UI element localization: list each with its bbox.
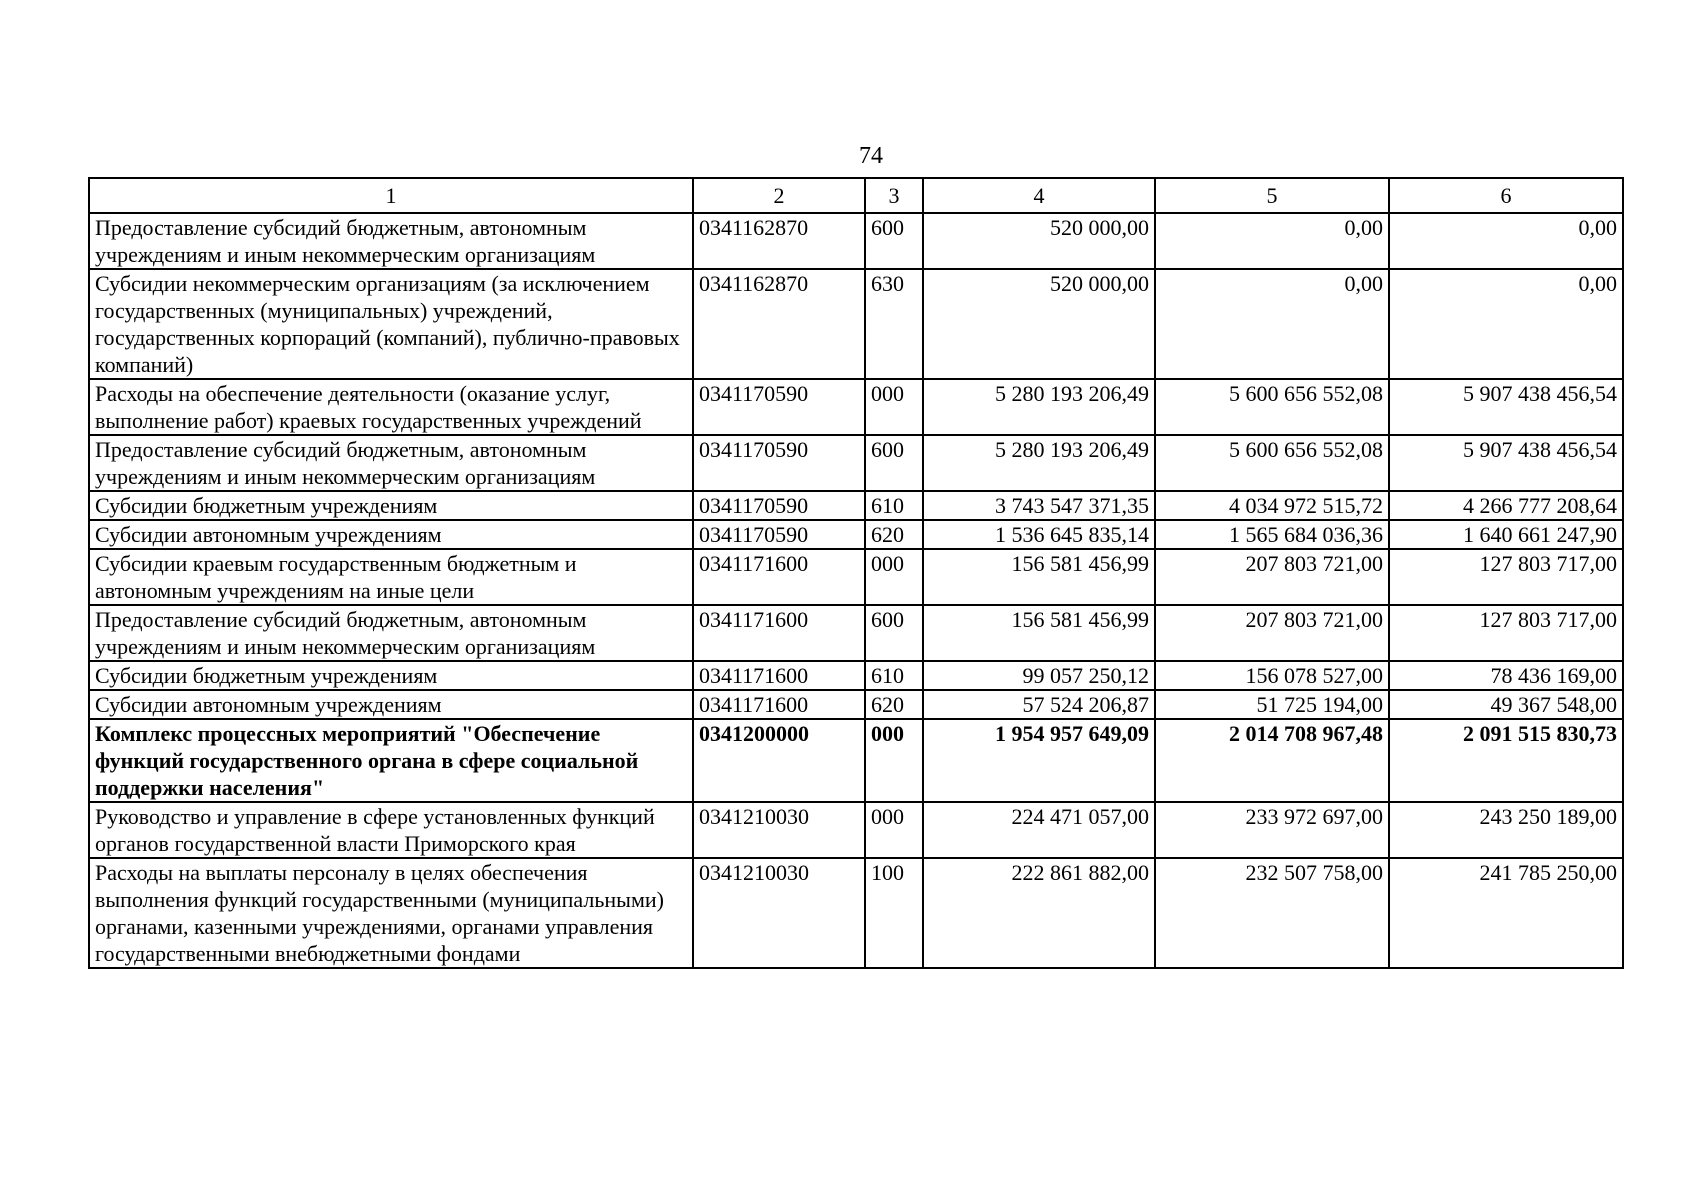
row-code-cell: 0341171600: [693, 605, 865, 661]
table-row: [89, 213, 1623, 269]
row-type-cell: 000: [865, 802, 923, 858]
table-row: [89, 269, 1623, 379]
table-row: [89, 719, 1623, 802]
row-value-col6: 241 785 250,00: [1389, 858, 1623, 968]
header-cell-2: 2: [693, 178, 865, 213]
row-value-col6: 127 803 717,00: [1389, 605, 1623, 661]
table-row: [89, 661, 1623, 690]
row-name-cell: Расходы на обеспечение деятельности (оказание услуг, выполнение работ) краевых государственных учреждений: [89, 379, 693, 435]
row-value-col6: 78 436 169,00: [1389, 661, 1623, 690]
row-value-col6: 243 250 189,00: [1389, 802, 1623, 858]
row-type-cell: 000: [865, 719, 923, 802]
table-row: [89, 605, 1623, 661]
row-value-col4: 222 861 882,00: [923, 858, 1155, 968]
row-type-cell: 630: [865, 269, 923, 379]
row-type-cell: 600: [865, 213, 923, 269]
row-name-cell: Субсидии краевым государственным бюджетным и автономным учреждениям на иные цели: [89, 549, 693, 605]
row-type-cell: 100: [865, 858, 923, 968]
row-value-col4: 5 280 193 206,49: [923, 435, 1155, 491]
row-value-col5: 233 972 697,00: [1155, 802, 1389, 858]
table-row: [89, 858, 1623, 968]
row-code-cell: 0341162870: [693, 213, 865, 269]
row-name-cell: Субсидии некоммерческим организациям (за исключением государственных (муниципальных) учреждений, государственных корпораций (компаний), публично-правовых компаний): [89, 269, 693, 379]
row-value-col5: 4 034 972 515,72: [1155, 491, 1389, 520]
row-value-col4: 520 000,00: [923, 269, 1155, 379]
row-value-col4: 224 471 057,00: [923, 802, 1155, 858]
row-type-cell: 620: [865, 690, 923, 719]
table-row: [89, 520, 1623, 549]
row-name-cell: Предоставление субсидий бюджетным, автономным учреждениям и иным некоммерческим организациям: [89, 213, 693, 269]
row-value-col6: 4 266 777 208,64: [1389, 491, 1623, 520]
row-value-col5: 1 565 684 036,36: [1155, 520, 1389, 549]
row-type-cell: 620: [865, 520, 923, 549]
row-code-cell: 0341170590: [693, 491, 865, 520]
row-code-cell: 0341171600: [693, 549, 865, 605]
row-value-col4: 156 581 456,99: [923, 549, 1155, 605]
row-value-col6: 5 907 438 456,54: [1389, 435, 1623, 491]
row-value-col4: 520 000,00: [923, 213, 1155, 269]
row-code-cell: 0341200000: [693, 719, 865, 802]
row-name-cell: Субсидии автономным учреждениям: [89, 520, 693, 549]
header-cell-1: 1: [89, 178, 693, 213]
row-name-cell: Расходы на выплаты персоналу в целях обеспечения выполнения функций государственными (муниципальными) органами, казенными учреждениями, органами управления государственными внебюджетными фондами: [89, 858, 693, 968]
row-name-cell: Предоставление субсидий бюджетным, автономным учреждениям и иным некоммерческим организациям: [89, 605, 693, 661]
header-cell-4: 4: [923, 178, 1155, 213]
row-name-cell: Субсидии бюджетным учреждениям: [89, 661, 693, 690]
row-code-cell: 0341170590: [693, 379, 865, 435]
row-code-cell: 0341162870: [693, 269, 865, 379]
row-value-col4: 3 743 547 371,35: [923, 491, 1155, 520]
header-row: [89, 178, 1623, 213]
row-value-col5: 5 600 656 552,08: [1155, 435, 1389, 491]
row-code-cell: 0341170590: [693, 435, 865, 491]
table-row: [89, 435, 1623, 491]
table-row: [89, 379, 1623, 435]
row-code-cell: 0341210030: [693, 858, 865, 968]
row-name-cell: Предоставление субсидий бюджетным, автономным учреждениям и иным некоммерческим организациям: [89, 435, 693, 491]
row-value-col5: 0,00: [1155, 269, 1389, 379]
row-type-cell: 610: [865, 491, 923, 520]
row-value-col6: 0,00: [1389, 269, 1623, 379]
row-code-cell: 0341170590: [693, 520, 865, 549]
row-type-cell: 000: [865, 549, 923, 605]
header-cell-6: 6: [1389, 178, 1623, 213]
row-value-col6: 1 640 661 247,90: [1389, 520, 1623, 549]
table-row: [89, 491, 1623, 520]
table-row: [89, 690, 1623, 719]
row-type-cell: 610: [865, 661, 923, 690]
row-value-col4: 156 581 456,99: [923, 605, 1155, 661]
budget-table: [88, 177, 1624, 969]
row-type-cell: 000: [865, 379, 923, 435]
row-name-cell: Комплекс процессных мероприятий "Обеспечение функций государственного органа в сфере социальной поддержки населения": [89, 719, 693, 802]
row-value-col6: 49 367 548,00: [1389, 690, 1623, 719]
row-value-col5: 232 507 758,00: [1155, 858, 1389, 968]
row-value-col5: 156 078 527,00: [1155, 661, 1389, 690]
page-number: 74: [859, 143, 883, 169]
row-value-col4: 1 954 957 649,09: [923, 719, 1155, 802]
row-value-col4: 57 524 206,87: [923, 690, 1155, 719]
row-value-col4: 5 280 193 206,49: [923, 379, 1155, 435]
table-row: [89, 549, 1623, 605]
header-cell-3: 3: [865, 178, 923, 213]
row-value-col5: 0,00: [1155, 213, 1389, 269]
row-code-cell: 0341171600: [693, 661, 865, 690]
row-value-col4: 99 057 250,12: [923, 661, 1155, 690]
table-body: [89, 178, 1623, 968]
row-value-col6: 5 907 438 456,54: [1389, 379, 1623, 435]
row-value-col5: 207 803 721,00: [1155, 605, 1389, 661]
table-row: [89, 802, 1623, 858]
header-cell-5: 5: [1155, 178, 1389, 213]
row-type-cell: 600: [865, 435, 923, 491]
row-name-cell: Субсидии автономным учреждениям: [89, 690, 693, 719]
row-value-col5: 2 014 708 967,48: [1155, 719, 1389, 802]
row-code-cell: 0341210030: [693, 802, 865, 858]
row-value-col6: 127 803 717,00: [1389, 549, 1623, 605]
row-name-cell: Руководство и управление в сфере установленных функций органов государственной власти Приморского края: [89, 802, 693, 858]
row-value-col6: 0,00: [1389, 213, 1623, 269]
row-value-col5: 51 725 194,00: [1155, 690, 1389, 719]
row-code-cell: 0341171600: [693, 690, 865, 719]
row-value-col6: 2 091 515 830,73: [1389, 719, 1623, 802]
row-value-col4: 1 536 645 835,14: [923, 520, 1155, 549]
row-value-col5: 207 803 721,00: [1155, 549, 1389, 605]
row-value-col5: 5 600 656 552,08: [1155, 379, 1389, 435]
row-type-cell: 600: [865, 605, 923, 661]
row-name-cell: Субсидии бюджетным учреждениям: [89, 491, 693, 520]
